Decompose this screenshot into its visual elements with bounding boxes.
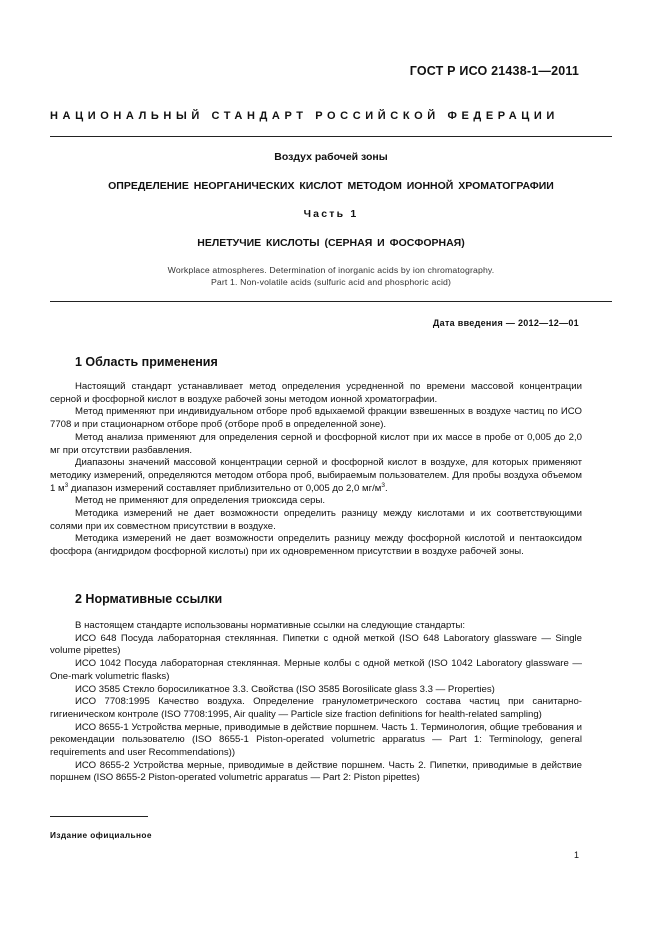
title-part: Часть 1	[303, 208, 359, 220]
paragraph: В настоящем стандарте использованы нормативные ссылки на следующие стандарты:	[75, 620, 466, 631]
footer-divider	[50, 816, 148, 817]
reference-item: ИСО 1042 Посуда лабораторная стеклянная. Мерные колбы с одной меткой (ISO 1042 Laboratory glassware — One-mark volumetric flasks)	[50, 658, 582, 682]
edition-label: Издание официальное	[50, 830, 152, 840]
title-line-2: ОПРЕДЕЛЕНИЕ НЕОРГАНИЧЕСКИХ КИСЛОТ МЕТОДОМ ИОННОЙ ХРОМАТОГРАФИИ	[108, 180, 554, 192]
paragraph: Метод не применяют для определения триоксида серы.	[75, 495, 326, 507]
reference-item: ИСО 8655-1 Устройства мерные, приводимые в действие поршнем. Часть 1. Терминология, общие требования и рекомендации пользователю (ISO 8655-1 Piston-operated volumetric apparatus — Part 1: Terminology, general requirements and user Recommendations))	[50, 721, 582, 759]
header-divider	[50, 136, 612, 137]
effective-date: Дата введения — 2012—12—01	[432, 318, 579, 328]
paragraph-text: Диапазоны значений массовой концентрации серной и фосфорной кислот в воздухе, для которых применяют методику измерений, определяются методом отбора проб, выбираемым пользователем.	[50, 457, 582, 481]
standard-number: ГОСТ Р ИСО 21438-1—2011	[409, 64, 579, 78]
range-text: Для пробы воздуха объемом 1 м	[50, 469, 582, 494]
range-text: диапазон измерений составляет приблизительно от 0,005 до 2,0 мг/м	[68, 482, 382, 494]
page-number: 1	[573, 850, 579, 860]
title-line-3: НЕЛЕТУЧИЕ КИСЛОТЫ (СЕРНАЯ И ФОСФОРНАЯ)	[197, 237, 465, 249]
reference-item: ИСО 648 Посуда лабораторная стеклянная. Пипетки с одной меткой (ISO 648 Laboratory glassware — Single volume pipettes)	[50, 632, 582, 657]
national-standard-banner: НАЦИОНАЛЬНЫЙ СТАНДАРТ РОССИЙСКОЙ ФЕДЕРАЦИИ	[50, 110, 559, 122]
english-title-line-1: Workplace atmospheres. Determination of inorganic acids by ion chromatography.	[167, 265, 495, 275]
reference-item: ИСО 7708:1995 Качество воздуха. Определение гранулометрического состава частиц при санитарно-гигиеническом контроле (ISO 7708:1995, Air quality — Particle size fraction definitions for health-related sampling)	[50, 696, 582, 720]
reference-item: ИСО 8655-2 Устройства мерные, приводимые в действие поршнем. Часть 2. Пипетки, приводимые в действие поршнем (ISO 8655-2 Piston-operated volumetric apparatus — Part 2: Piston pipettes)	[50, 759, 582, 784]
paragraph	[50, 457, 582, 495]
reference-item: ИСО 3585 Стекло боросиликатное 3.3. Свойства (ISO 3585 Borosilicate glass 3.3 — Properties)	[75, 683, 495, 695]
section-2-body	[50, 620, 582, 785]
paragraph: Метод анализа применяют для определения серной и фосфорной кислот при их массе в пробе от 0,005 до 2,0 мг при отсутствии разбавления.	[50, 431, 582, 456]
title-line-1: Воздух рабочей зоны	[274, 151, 388, 163]
paragraph: Метод применяют при индивидуальном отборе проб вдыхаемой фракции взвешенных в воздухе частиц по ИСО 7708 и при стационарном отборе проб (отборе проб в определенной зоне).	[50, 406, 582, 431]
title-divider	[50, 301, 612, 302]
paragraph: Настоящий стандарт устанавливает метод определения усредненной по времени массовой концентрации серной и фосфорной кислот в воздухе рабочей зоны методом ионной хроматографии.	[50, 381, 582, 405]
unit-superscript: 3	[381, 481, 385, 489]
paragraph: Методика измерений не дает возможности определить разницу между кислотами и их соответствующими солями при их совместном присутствии в воздухе.	[50, 508, 582, 532]
english-title-line-2: Part 1. Non-volatile acids (sulfuric acid and phosphoric acid)	[210, 277, 452, 287]
section-1-heading: 1 Область применения	[75, 355, 218, 369]
unit-superscript: 3	[64, 481, 69, 489]
paragraph: Методика измерений не дает возможности определить разницу между фосфорной кислотой и пентаоксидом фосфора (ангидридом фосфорной кислоты) при их одновременном присутствии в воздухе рабочей зоны.	[50, 533, 582, 558]
range-text: .	[384, 482, 388, 494]
section-2-heading: 2 Нормативные ссылки	[75, 592, 223, 606]
section-1-body	[50, 381, 582, 559]
